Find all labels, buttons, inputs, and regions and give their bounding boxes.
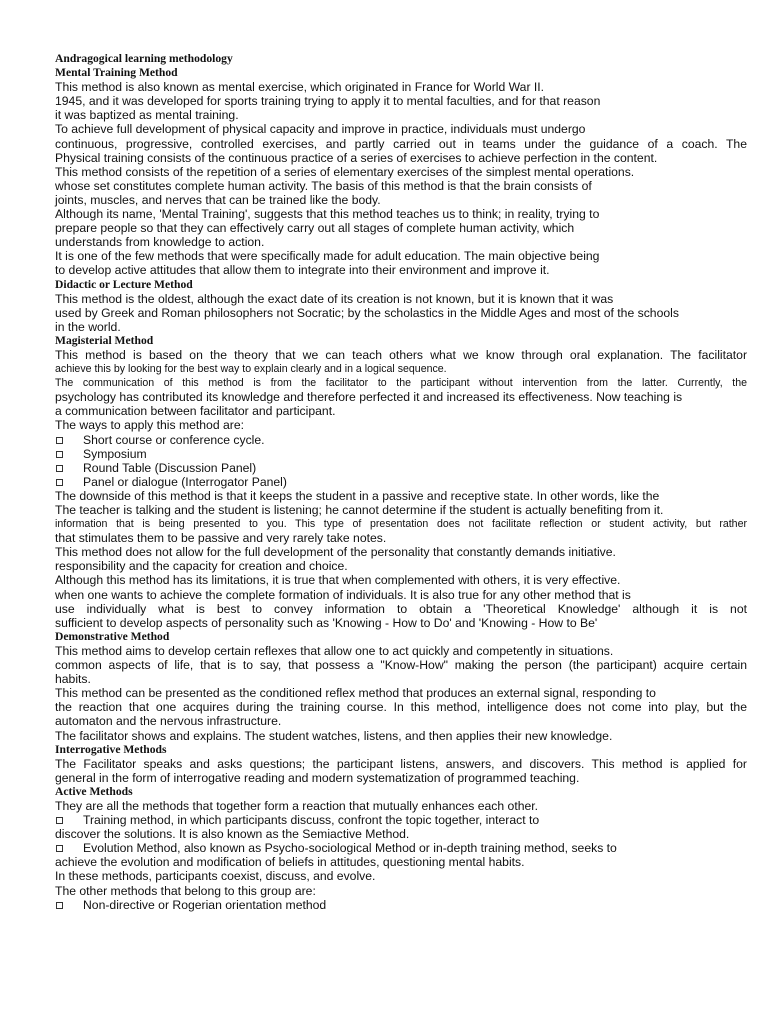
bullet-box-icon — [56, 902, 63, 909]
text-line: It is one of the few methods that were specifically made for adult education. The main objective being — [55, 249, 600, 264]
text-line: To achieve full development of physical capacity and improve in practice, individuals must undergo — [55, 122, 586, 137]
text-line: use individually what is best to convey information to obtain a 'Theoretical Knowledge' although it is not — [55, 601, 747, 616]
text-line: joints, muscles, and nerves that can be trained like the body. — [55, 192, 381, 207]
text-line: common aspects of life, that is to say, that possess a "Know-How" making the person (the participant) acquire certain — [55, 658, 747, 673]
bullet-box-icon — [56, 437, 63, 444]
bullet-item — [55, 475, 747, 489]
text-line: psychology has contributed its knowledge and therefore perfected it and increased its effectiveness. Now teaching is — [55, 390, 683, 405]
bullet-text: Training method, in which participants discuss, confront the topic together, interact to — [83, 813, 540, 828]
bullet-text: Evolution Method, also known as Psycho-sociological Method or in-depth training method, seeks to — [83, 841, 617, 856]
text-line: a communication between facilitator and participant. — [55, 404, 336, 419]
bullet-item — [55, 813, 747, 827]
text-line: information that is being presented to you. This type of presentation does not facilitate reflection or student activity, but rather — [55, 518, 747, 531]
text-line: continuous, progressive, controlled exercises, and partly carried out in teams under the guidance of a coach. The — [55, 136, 747, 151]
text-line: the reaction that one acquires during the training course. In this method, intelligence does not come into play, but the — [55, 700, 747, 715]
bullet-box-icon — [56, 465, 63, 472]
bullet-text: Round Table (Discussion Panel) — [83, 460, 257, 475]
text-line: achieve the evolution and modification of beliefs in attitudes, questioning mental habits. — [55, 855, 525, 870]
bullet-text: Short course or conference cycle. — [83, 432, 265, 447]
text-line: This method is based on the theory that we can teach others what we know through oral explanation. The facilitator — [55, 347, 747, 362]
text-line: The communication of this method is from the facilitator to the participant without intervention from the latter. Currently, the — [55, 377, 747, 390]
text-line: The other methods that belong to this group are: — [55, 883, 316, 898]
text-line: automaton and the nervous infrastructure. — [55, 714, 282, 729]
section-heading: Active Methods — [55, 784, 133, 798]
text-line: This method can be presented as the conditioned reflex method that produces an external signal, responding to — [55, 686, 656, 701]
text-line: The downside of this method is that it keeps the student in a passive and receptive state. In other words, like the — [55, 488, 660, 503]
text-line: Physical training consists of the continuous practice of a series of exercises to achieve perfection in the content. — [55, 150, 658, 165]
text-line: used by Greek and Roman philosophers not Socratic; by the scholastics in the Middle Ages and most of the schools — [55, 305, 679, 320]
text-line: responsibility and the capacity for creation and choice. — [55, 559, 348, 574]
text-line: that stimulates them to be passive and very rarely take notes. — [55, 531, 387, 546]
section-heading: Didactic or Lecture Method — [55, 277, 193, 291]
section-heading: Mental Training Method — [55, 66, 178, 80]
text-line: understands from knowledge to action. — [55, 235, 265, 250]
text-line: 1945, and it was developed for sports training trying to apply it to mental faculties, and for that reason — [55, 94, 601, 109]
bullet-item — [55, 447, 747, 461]
text-line: In these methods, participants coexist, discuss, and evolve. — [55, 869, 376, 884]
text-line: habits. — [55, 672, 91, 687]
bullet-item — [55, 898, 747, 912]
bullet-text: Non-directive or Rogerian orientation method — [83, 897, 327, 912]
text-line: in the world. — [55, 319, 121, 334]
document-page — [55, 52, 747, 912]
section-heading: Interrogative Methods — [55, 742, 167, 756]
section-heading: Andragogical learning methodology — [55, 52, 233, 65]
text-line: Although its name, 'Mental Training', suggests that this method teaches us to think; in reality, trying to — [55, 207, 600, 222]
bullet-box-icon — [56, 817, 63, 824]
text-line: to develop active attitudes that allow them to integrate into their environment and improve it. — [55, 263, 550, 278]
section-heading: Demonstrative Method — [55, 629, 170, 643]
text-line: They are all the methods that together form a reaction that mutually enhances each other. — [55, 798, 539, 813]
bullet-item — [55, 433, 747, 447]
text-line: This method is the oldest, although the exact date of its creation is not known, but it is known that it was — [55, 291, 614, 306]
bullet-text: Symposium — [83, 446, 147, 461]
bullet-box-icon — [56, 479, 63, 486]
bullet-box-icon — [56, 451, 63, 458]
text-line: The ways to apply this method are: — [55, 418, 245, 433]
bullet-item — [55, 461, 747, 475]
text-line: sufficient to develop aspects of personality such as 'Knowing - How to Do' and 'Knowing - How to Be' — [55, 615, 598, 630]
text-line: prepare people so that they can effectively carry out all stages of complete human activity, which — [55, 221, 575, 236]
text-line: it was baptized as mental training. — [55, 108, 239, 123]
bullet-box-icon — [56, 845, 63, 852]
text-line: The Facilitator speaks and asks questions; the participant listens, answers, and discovers. This method is applied for — [55, 756, 747, 771]
text-line: whose set constitutes complete human activity. The basis of this method is that the brain consists of — [55, 178, 592, 193]
bullet-text: Panel or dialogue (Interrogator Panel) — [83, 474, 287, 489]
section-heading: Magisterial Method — [55, 333, 154, 347]
text-line: discover the solutions. It is also known as the Semiactive Method. — [55, 827, 410, 842]
text-line: This method aims to develop certain reflexes that allow one to act quickly and competently in situations. — [55, 643, 614, 658]
text-line: achieve this by looking for the best way to explain clearly and in a logical sequence. — [55, 363, 447, 376]
text-line: The facilitator shows and explains. The student watches, listens, and then applies their new knowledge. — [55, 728, 613, 743]
text-line: general in the form of interrogative reading and modern systematization of programmed teaching. — [55, 770, 580, 785]
text-line: Although this method has its limitations, it is true that when complemented with others, it is very effective. — [55, 573, 621, 588]
text-line: when one wants to achieve the complete formation of individuals. It is also true for any other method that is — [55, 587, 631, 602]
text-line: This method consists of the repetition of a series of elementary exercises of the simplest mental operations. — [55, 164, 635, 179]
text-line: This method is also known as mental exercise, which originated in France for World War II. — [55, 80, 545, 95]
text-line: This method does not allow for the full development of the personality that constantly demands initiative. — [55, 545, 616, 560]
bullet-item — [55, 841, 747, 855]
text-line: The teacher is talking and the student is listening; he cannot determine if the student is actually benefiting from it. — [55, 503, 664, 517]
